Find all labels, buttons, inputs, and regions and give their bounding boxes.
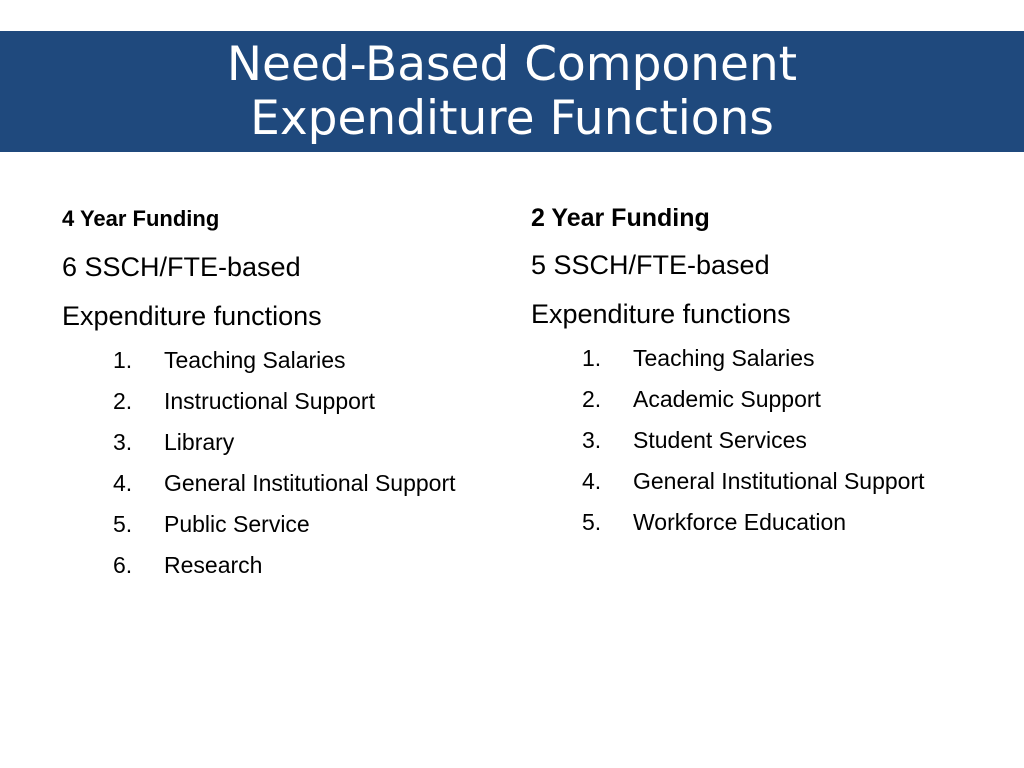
- list-item: [62, 507, 482, 541]
- title-line-2: Expenditure Functions: [250, 90, 774, 146]
- list-item-number: 1.: [113, 347, 133, 373]
- list-item-number: 3.: [113, 429, 133, 455]
- list-item-label: Student Services: [633, 427, 807, 453]
- list-item-number: 1.: [582, 345, 602, 371]
- list-item: [62, 466, 482, 500]
- four-year-heading: 4 Year Funding: [62, 206, 220, 231]
- slide-title: [227, 38, 797, 146]
- list-item-label: Research: [164, 552, 263, 578]
- list-item-label: Teaching Salaries: [633, 345, 815, 371]
- list-item-number: 6.: [113, 552, 133, 578]
- list-item-number: 5.: [113, 511, 133, 537]
- list-item-number: 2.: [582, 386, 602, 412]
- four-year-subheading: Expenditure functions: [62, 301, 322, 331]
- two-year-function-list: [531, 341, 951, 539]
- four-year-function-list: [62, 343, 482, 582]
- list-item: [62, 384, 482, 418]
- list-item: [531, 464, 951, 498]
- list-item-label: Teaching Salaries: [164, 347, 346, 373]
- four-year-column: [62, 195, 482, 589]
- list-item: [62, 548, 482, 582]
- list-item-number: 2.: [113, 388, 133, 414]
- list-item-number: 3.: [582, 427, 602, 453]
- list-item-label: Workforce Education: [633, 509, 847, 535]
- two-year-heading: 2 Year Funding: [531, 204, 710, 232]
- list-item: [62, 343, 482, 377]
- list-item-number: 5.: [582, 509, 602, 535]
- list-item-label: Public Service: [164, 511, 310, 537]
- title-line-1: Need-Based Component: [226, 36, 798, 92]
- list-item-label: Library: [164, 429, 235, 455]
- list-item: [531, 505, 951, 539]
- list-item: [531, 382, 951, 416]
- list-item-label: General Institutional Support: [633, 468, 925, 494]
- list-item-number: 4.: [582, 468, 602, 494]
- title-band: [0, 31, 1024, 152]
- four-year-basis: 6 SSCH/FTE-based: [62, 252, 301, 282]
- list-item-label: Instructional Support: [164, 388, 375, 414]
- two-year-subheading: Expenditure functions: [531, 299, 791, 329]
- list-item: [531, 423, 951, 457]
- list-item: [531, 341, 951, 375]
- list-item-number: 4.: [113, 470, 133, 496]
- list-item-label: Academic Support: [633, 386, 821, 412]
- two-year-basis: 5 SSCH/FTE-based: [531, 250, 770, 280]
- list-item: [62, 425, 482, 459]
- list-item-label: General Institutional Support: [164, 470, 456, 496]
- two-year-column: [531, 195, 951, 546]
